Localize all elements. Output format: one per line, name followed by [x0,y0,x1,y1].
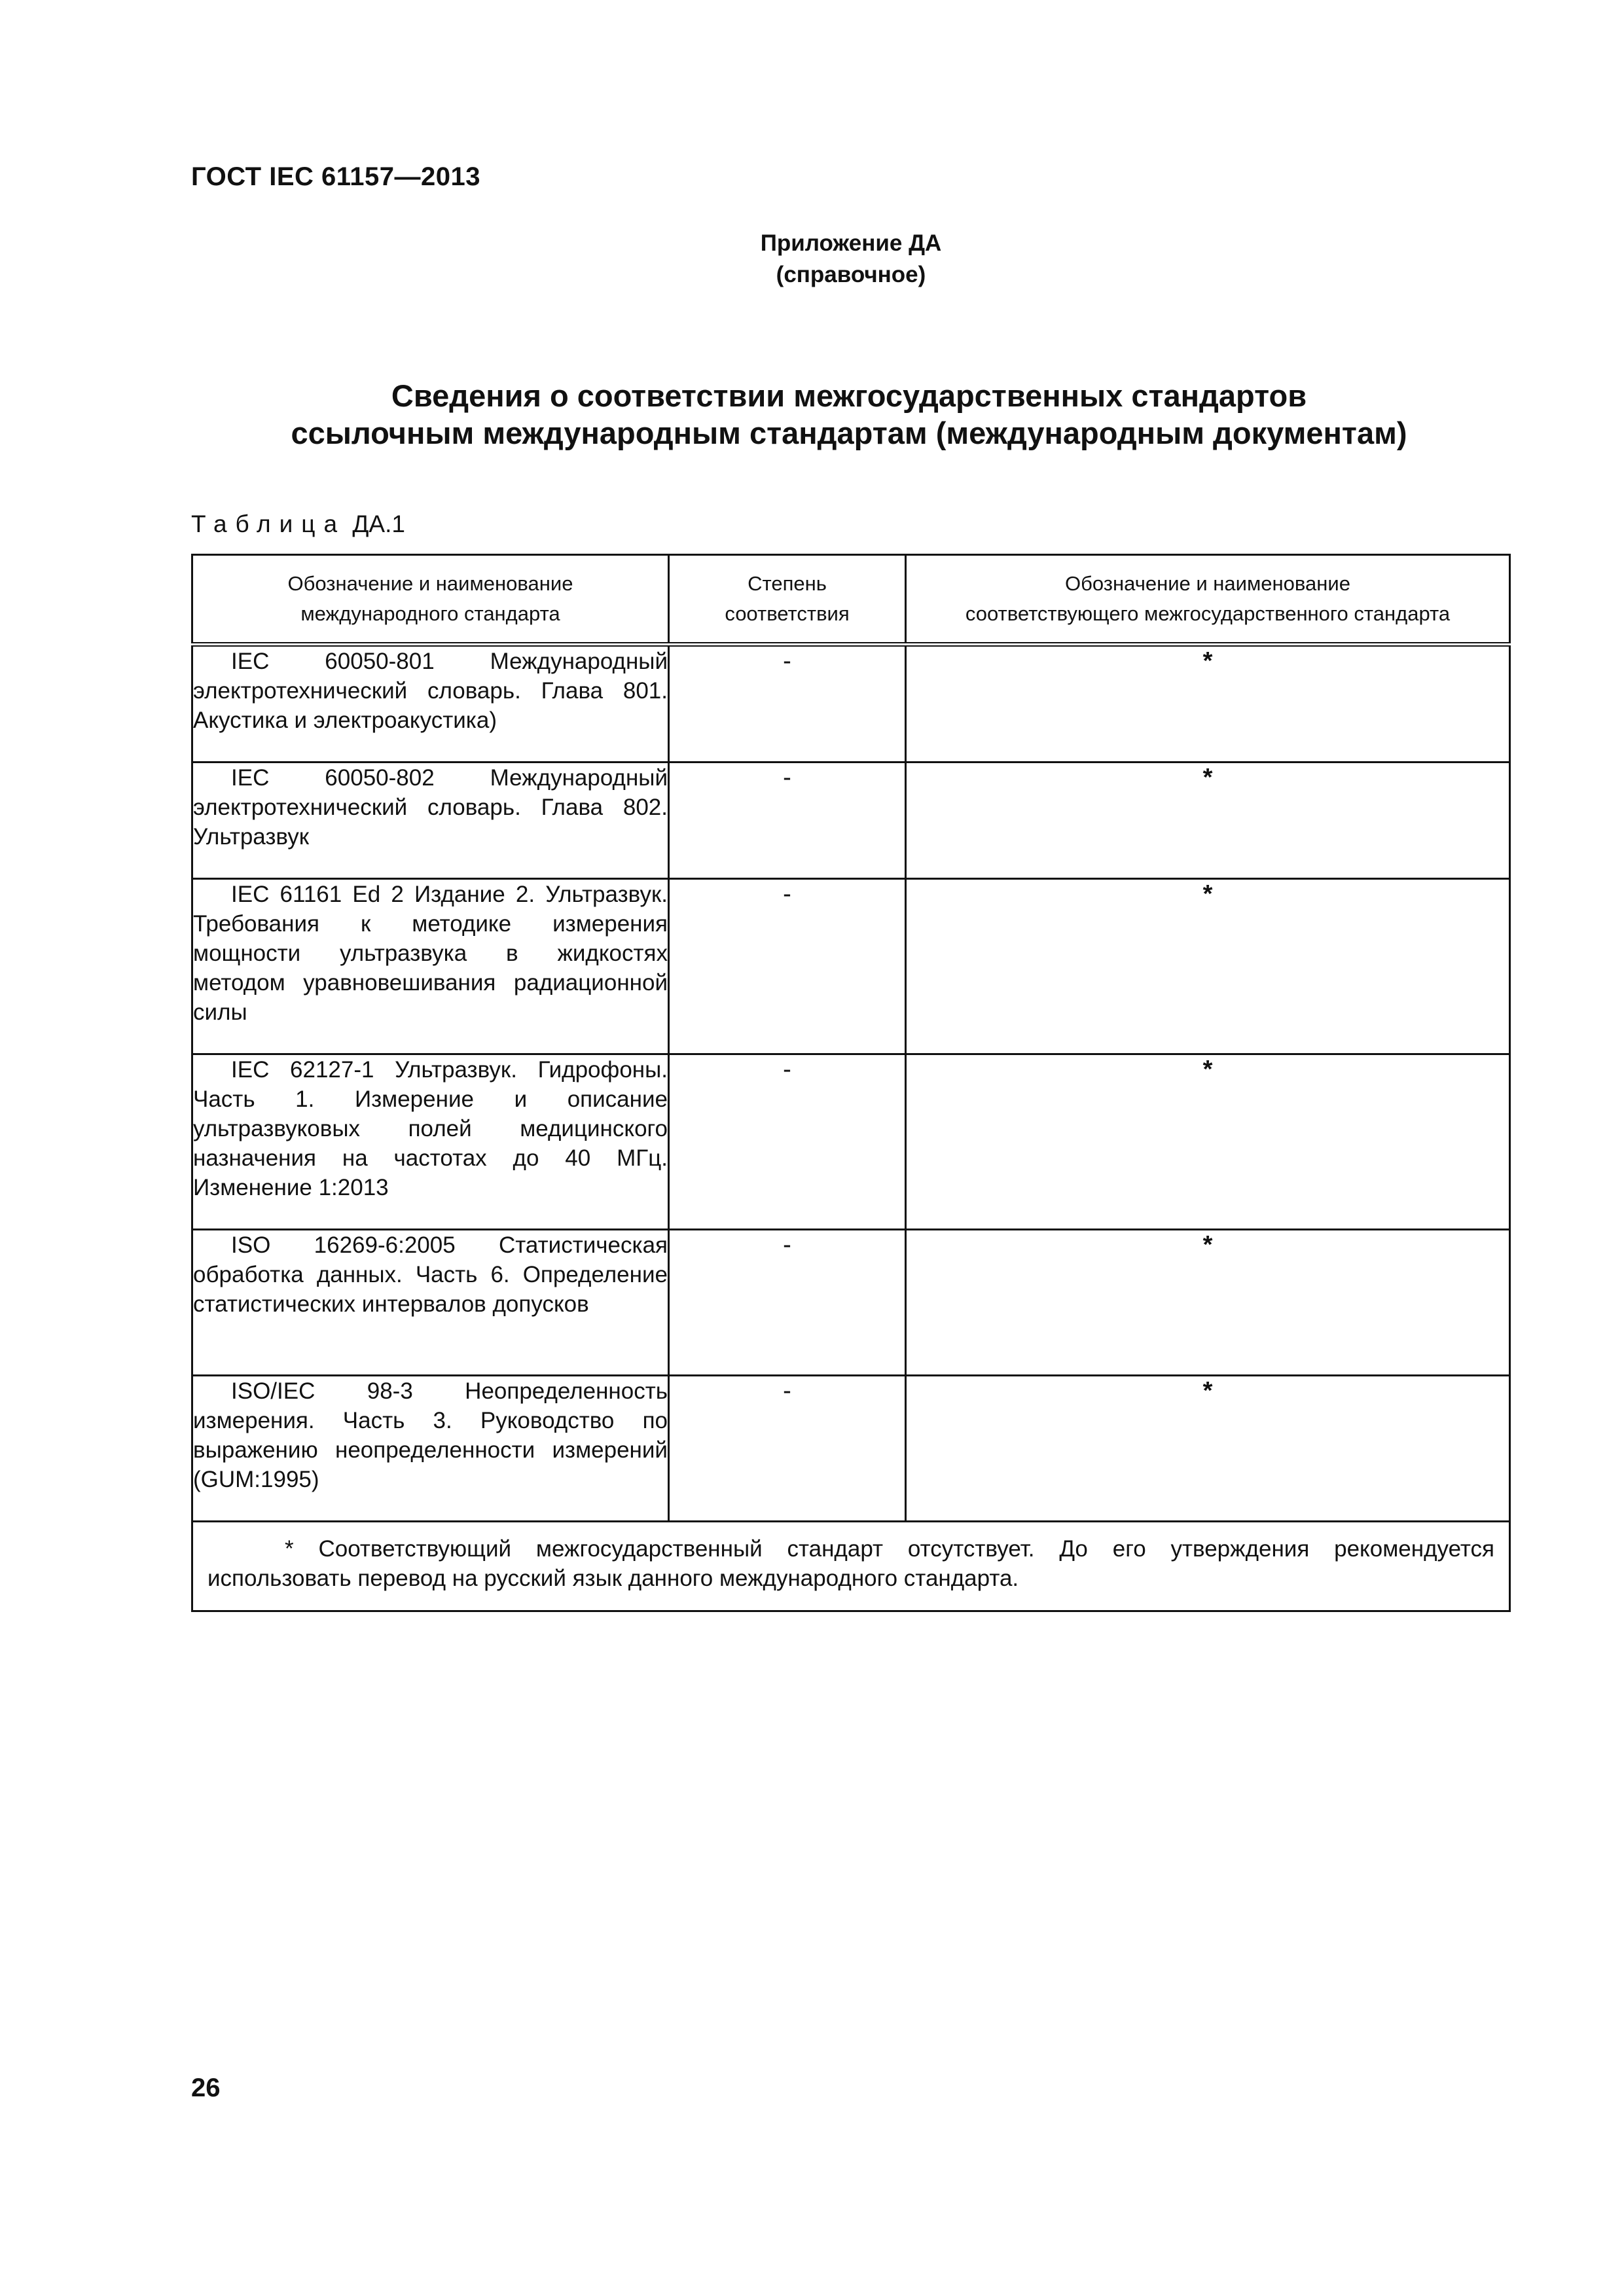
document-title-line1: Сведения о соответствии межгосударственных стандартов [391,378,1307,413]
international-standard-text: IEC 60050-802 Международный электротехнический словарь. Глава 802. Ультразвук [193,765,668,850]
header-cell-line: соответствующего межгосударственного стандарта [965,602,1451,625]
international-standard-text: IEC 61161 Ed 2 Издание 2. Ультразвук. Требования к методике измерения мощности ультразвука в жидкостях методом уравновешивания радиационной силы [193,882,668,1025]
national-standard-cell: * [906,1054,1510,1230]
header-degree [669,555,906,645]
table-row [192,1054,1510,1230]
international-standard-cell [192,1230,669,1376]
table-row [192,1376,1510,1522]
international-standard-cell [192,1054,669,1230]
degree-cell: - [669,879,906,1054]
header-cell-line: международного стандарта [300,602,560,625]
document-title-line2: ссылочным международным стандартам (международным документам) [291,416,1407,450]
national-standard-cell: * [906,1376,1510,1522]
degree-cell: - [669,762,906,879]
table-row [192,1230,1510,1376]
international-standard-text: ISO 16269-6:2005 Статистическая обработка данных. Часть 6. Определение статистических интервалов допусков [193,1232,668,1317]
national-standard-cell: * [906,762,1510,879]
degree-cell: - [669,1376,906,1522]
table-header-row [192,555,1510,645]
header-cell-line: Обозначение и наименование [1065,572,1350,595]
document-header: ГОСТ IEC 61157—2013 [191,162,480,191]
header-cell-line: соответствия [725,602,850,625]
table-caption [191,511,405,538]
table-caption-number: ДА.1 [352,511,405,537]
degree-cell: - [669,1230,906,1376]
appendix-title: Приложение ДА [760,230,942,256]
header-national-standard [906,555,1510,645]
table-row [192,762,1510,879]
table-row [192,645,1510,762]
table-footnote [192,1522,1510,1611]
degree-cell: - [669,1054,906,1230]
correspondence-table [191,554,1511,1612]
international-standard-text: IEC 62127-1 Ультразвук. Гидрофоны. Часть 1. Измерение и описание ультразвуковых полей медицинского назначения на частотах до 40 МГц. Изменение 1:2013 [193,1057,668,1200]
document-title [191,377,1507,452]
table-footnote-row [192,1522,1510,1611]
degree-cell: - [669,645,906,762]
header-cell-line: Обозначение и наименование [287,572,573,595]
international-standard-text: ISO/IEC 98-3 Неопределенность измерения. Часть 3. Руководство по выражению неопределенности измерений (GUM:1995) [193,1378,668,1492]
table-caption-word: Таблица [191,511,346,537]
header-international-standard [192,555,669,645]
header-cell-line: Степень [748,572,827,595]
international-standard-cell [192,762,669,879]
national-standard-cell: * [906,1230,1510,1376]
international-standard-text: IEC 60050-801 Международный электротехнический словарь. Глава 801. Акустика и электроакустика) [193,649,668,733]
table-row [192,879,1510,1054]
national-standard-cell: * [906,879,1510,1054]
international-standard-cell [192,1376,669,1522]
appendix-label [668,228,1034,291]
national-standard-cell: * [906,645,1510,762]
page-number: 26 [191,2073,221,2102]
appendix-type: (справочное) [776,262,926,287]
table-footnote-text: * Соответствующий межгосударственный стандарт отсутствует. До его утверждения рекомендуется использовать перевод на русский язык данного международного стандарта. [208,1536,1494,1591]
international-standard-cell [192,645,669,762]
international-standard-cell [192,879,669,1054]
